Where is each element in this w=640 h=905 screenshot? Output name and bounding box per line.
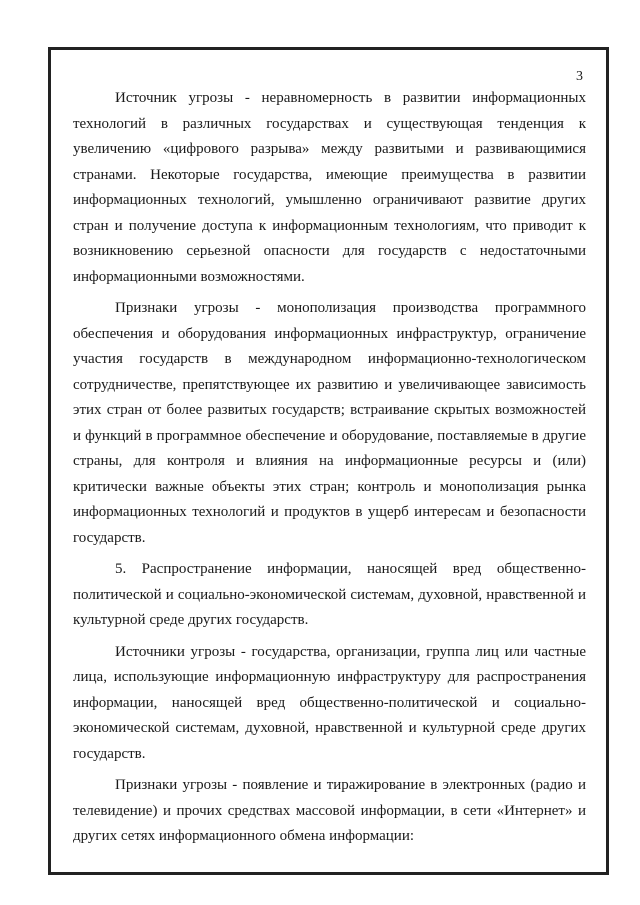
paragraph-item-5-harmful-information: 5. Распространение информации, наносящей вред общественно-политической и социально-экономической системам, духовной, нравственной и культурной среде других государств. <box>73 561 586 628</box>
document-body <box>73 86 586 856</box>
paragraph-threat-signs-monopolization: Признаки угрозы - монополизация производства программного обеспечения и оборудования информационных инфраструктур, ограничение участия государств в международном информационно-технологическом сотрудничестве, препятствующее их развитию и увеличивающее зависимость этих стран от более развитых государств; встраивание скрытых возможностей и функций в программное обеспечение и оборудование, поставляемые в другие страны, для контроля и влияния на информационные ресурсы и (или) критически важные объекты этих стран; контроль и монополизация рынка информационных технологий и продуктов в ущерб интересам и безопасности государств. <box>73 300 586 546</box>
paragraph-threat-sources-organizations: Источники угрозы - государства, организации, группа лиц или частные лица, использующие информационную инфраструктуру для распространения информации, наносящей вред общественно-политической и социально-экономической системам, духовной, нравственной и культурной среде других государств. <box>73 643 586 762</box>
paragraph-threat-source-digital-divide: Источник угрозы - неравномерность в развитии информационных технологий в различных государствах и существующая тенденция к увеличению «цифрового разрыва» между развитыми и развивающимися странами. Некоторые государства, имеющие преимущества в развитии информационных технологий, умышленно ограничивают развитие других стран и получение доступа к информационным технологиям, что приводит к возникновению серьезной опасности для государств с недостаточными информационными возможностями. <box>73 90 586 285</box>
page-number: 3 <box>576 69 583 84</box>
paragraph-threat-signs-media: Признаки угрозы - появление и тиражирование в электронных (радио и телевидение) и прочих средствах массовой информации, в сети «Интернет» и других сетях информационного обмена информации: <box>73 777 586 844</box>
